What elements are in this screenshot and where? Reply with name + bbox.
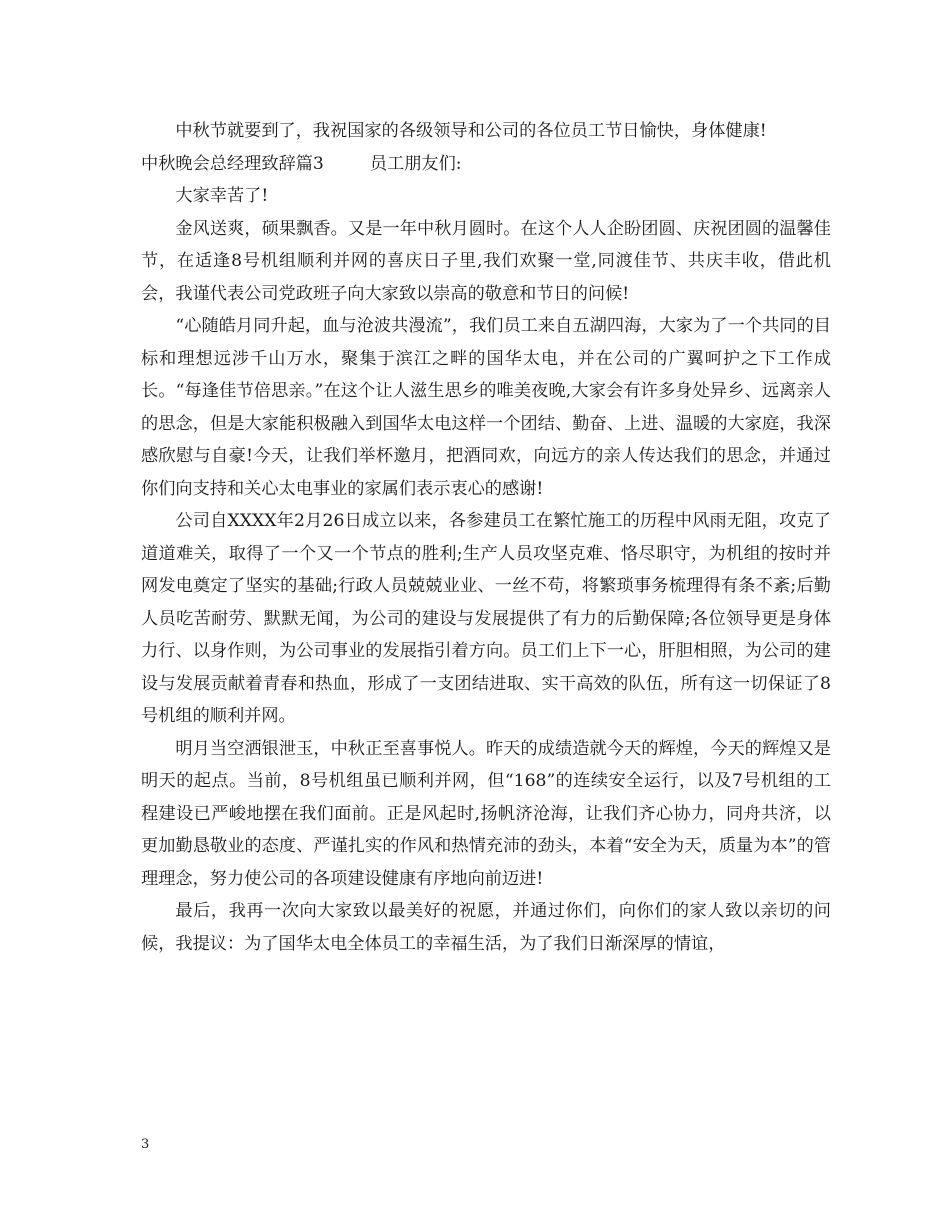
page-number: 3	[141, 1137, 150, 1152]
paragraph-greeting: 大家幸苦了!	[175, 186, 269, 206]
paragraph-employees: “心随皓月同升起，血与沧波共漫流”，我们员工来自五湖四海，大家为了一个共同的目标和理想远涉千山万水，聚集于滨江之畔的国华太电，并在公司的广翼呵护之下工作成长。“每逢佳节倍思亲。”在这个让人滋生思乡的唯美夜晚,大家会有许多身处异乡、远离亲人的思念，但是大家能积极融入到国华太电这样一个团结、勤奋、上进、温暖的大家庭，我深感欣慰与自豪!今天，让我们举杯邀月，把酒同欢，向远方的亲人传达我们的思念，并通过你们向支持和关心太电事业的家属们表示衷心的感谢!	[141, 316, 831, 499]
heading-line	[141, 148, 831, 181]
paragraph-festival: 金风送爽，硕果飘香。又是一年中秋月圆时。在这个人人企盼团圆、庆祝团圆的温馨佳节，在适逢8号机组顺利并网的喜庆日子里,我们欢聚一堂,同渡佳节、共庆丰收，借此机会，我谨代表公司党政班子向大家致以崇高的敬意和节日的问候!	[141, 218, 831, 304]
intro-paragraph: 中秋节就要到了，我祝国家的各级领导和公司的各位员工节日愉快，身体健康!	[175, 121, 767, 141]
document-body	[141, 115, 831, 960]
salutation: 员工朋友们:	[369, 153, 462, 174]
paragraph-outlook: 明月当空洒银泄玉，中秋正至喜事悦人。昨天的成绩造就今天的辉煌，今天的辉煌又是明天的起点。当前，8号机组虽已顺利并网，但“168”的连续安全运行，以及7号机组的工程建设已严峻地摆在我们面前。正是风起时,扬帆济沧海，让我们齐心协力，同舟共济，以更加勤恳敬业的态度、严谨扎实的作风和热情充沛的劲头，本着“安全为天，质量为本”的管理理念，努力使公司的各项建设健康有序地向前迈进!	[141, 738, 831, 889]
paragraph-company-history: 公司自XXXX年2月26日成立以来，各参建员工在繁忙施工的历程中风雨无阻，攻克了道道难关，取得了一个又一个节点的胜利;生产人员攻坚克难、恪尽职守，为机组的按时并网发电奠定了坚实的基础;行政人员兢兢业业、一丝不苟，将繁琐事务梳理得有条不紊;后勤人员吃苦耐劳、默默无闻，为公司的建设与发展提供了有力的后勤保障;各位领导更是身体力行、以身作则，为公司事业的发展指引着方向。员工们上下一心，肝胆相照，为公司的建设与发展贡献着青春和热血，形成了一支团结进取、实干高效的队伍，所有这一切保证了8号机组的顺利并网。	[141, 511, 831, 726]
paragraph-closing: 最后，我再一次向大家致以最美好的祝愿，并通过你们，向你们的家人致以亲切的问候，我提议：为了国华太电全体员工的幸福生活，为了我们日渐深厚的情谊，	[141, 901, 831, 954]
section-heading: 中秋晚会总经理致辞篇3	[141, 153, 324, 174]
